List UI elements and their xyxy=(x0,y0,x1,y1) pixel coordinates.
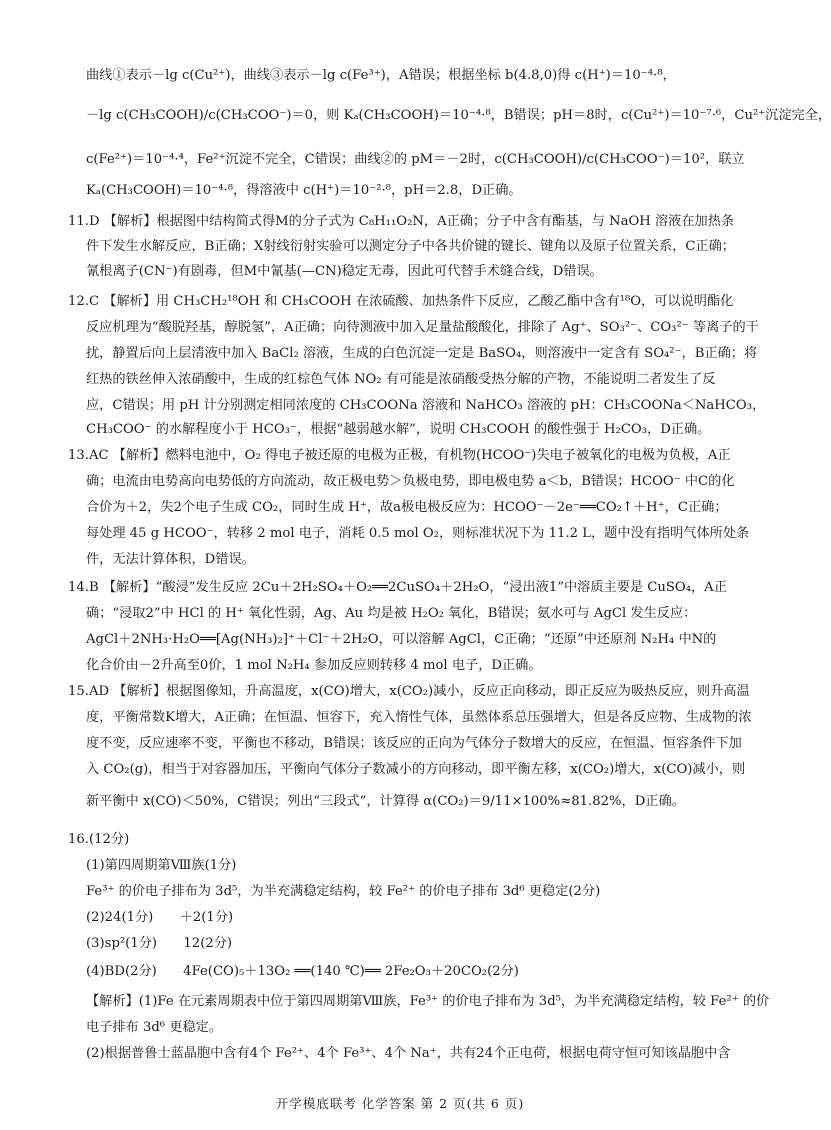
text-line: (2)24(1分) ＋2(1分) xyxy=(86,910,234,925)
text-line: Kₐ(CH₃COOH)＝10⁻⁴·⁸，得溶液中 c(H⁺)＝10⁻²·⁸，pH＝2.8，D正确。 xyxy=(86,183,522,198)
text-line: 确；“浸取2”中 HCl 的 H⁺ 氧化性弱，Ag、Au 均是被 H₂O₂ 氧化，B错误；氨水可与 AgCl 发生反应： xyxy=(86,606,697,621)
text-line: 13.AC 【解析】燃料电池中，O₂ 得电子被还原的电极为正极，有机物(HCOO⁻)失电子被氧化的电极为负极，A正 xyxy=(68,448,731,463)
text-line: 【解析】(1)Fe 在元素周期表中位于第四周期第Ⅷ族，Fe³⁺ 的价电子排布为 3d⁵，为半充满稳定结构，较 Fe²⁺ 的价 xyxy=(86,994,770,1009)
text-line: 合价为＋2，失2个电子生成 CO₂，同时生成 H⁺，故a极电极反应为：HCOO⁻－2e⁻══CO₂↑＋H⁺，C正确； xyxy=(86,500,728,515)
page-footer: 开学模底联考 化学答案 第 2 页(共 6 页) xyxy=(275,1096,525,1111)
text-line: 14.B 【解析】“酸浸”发生反应 2Cu＋2H₂SO₄＋O₂══2CuSO₄＋2H₂O，“浸出液1”中溶质主要是 CuSO₄，A正 xyxy=(68,580,727,595)
text-line: 12.C 【解析】用 CH₃CH₂¹⁸OH 和 CH₃COOH 在浓硫酸、加热条件下反应，乙酸乙酯中含有¹⁸O，可以说明酯化 xyxy=(68,294,734,309)
text-line: 确；电流由电势高向电势低的方向流动，故正极电势＞负极电势，即电极电势 a＜b，B错误；HCOO⁻ 中C的化 xyxy=(86,474,735,489)
text-line: 件下发生水解反应，B正确；X射线衍射实验可以测定分子中各共价键的键长、键角以及原子位置关系，C正确； xyxy=(86,239,735,254)
text-line: 11.D 【解析】根据图中结构简式得M的分子式为 C₈H₁₁O₂N，A正确；分子中含有酯基，与 NaOH 溶液在加热条 xyxy=(68,214,735,229)
text-line: (3)sp²(1分) 12(2分) xyxy=(86,936,233,951)
text-line: 件，无法计算体积，D错误。 xyxy=(86,552,255,567)
text-line: 度，平衡常数K增大，A正确；在恒温、恒容下，充入惰性气体，虽然体系总压强增大，但是各反应物、生成物的浓 xyxy=(86,710,752,725)
text-line: 应，C错误；用 pH 计分别测定相同浓度的 CH₃COONa 溶液和 NaHCO₃ 溶液的 pH：CH₃COONa＜NaHCO₃， xyxy=(86,398,766,413)
text-line: 反应机理为“酸脱羟基，醇脱氢”，A正确；向待测液中加入足量盐酸酸化，排除了 Ag⁺、SO₃²⁻、CO₃²⁻ 等离子的干 xyxy=(86,320,759,335)
text-line: 扰，静置后向上层清液中加入 BaCl₂ 溶液，生成的白色沉淀一定是 BaSO₄，则溶液中一定含有 SO₄²⁻，B正确；将 xyxy=(86,346,758,361)
text-line: 曲线①表示－lg c(Cu²⁺)，曲线③表示－lg c(Fe³⁺)，A错误；根据坐标 b(4.8,0)得 c(H⁺)＝10⁻⁴·⁸， xyxy=(86,68,676,83)
text-line: Fe³⁺ 的价电子排布为 3d⁵，为半充满稳定结构，较 Fe²⁺ 的价电子排布 3d⁶ 更稳定(2分) xyxy=(86,884,601,899)
text-line: (1)第四周期第Ⅷ族(1分) xyxy=(86,858,237,873)
text-line: 氰根离子(CN⁻)有剧毒，但M中氰基(—CN)稳定无毒，因此可代替手术缝合线，D错误。 xyxy=(86,264,603,279)
text-line: 度不变，反应速率不变，平衡也不移动，B错误；该反应的正向为气体分子数增大的反应，在恒温、恒容条件下加 xyxy=(86,736,742,751)
text-line: 15.AD 【解析】根据图像知，升高温度，x(CO)增大，x(CO₂)减小，反应正向移动，即正反应为吸热反应，则升高温 xyxy=(68,684,750,699)
text-line: 每处理 45 g HCOO⁻，转移 2 mol 电子，消耗 0.5 mol O₂，则标准状况下为 11.2 L，题中没有指明气体所处条 xyxy=(86,526,750,541)
text-line: 新平衡中 x(CO)＜50%，C错误；列出“三段式”，计算得 α(CO₂)＝9/11×100%≈81.82%，D正确。 xyxy=(86,794,685,809)
text-line: (2)根据普鲁士蓝晶胞中含有4个 Fe²⁺、4个 Fe³⁺、4个 Na⁺，共有24个正电荷，根据电荷守恒可知该晶胞中含 xyxy=(86,1046,731,1061)
text-line: CH₃COO⁻ 的水解程度小于 HCO₃⁻，根据“越弱越水解”，说明 CH₃COOH 的酸性强于 H₂CO₃，D正确。 xyxy=(86,422,711,437)
text-line: 16.(12分) xyxy=(68,832,130,847)
text-line: 化合价由－2升高至0价，1 mol N₂H₄ 参加反应则转移 4 mol 电子，D正确。 xyxy=(86,658,542,673)
text-line: (4)BD(2分) 4Fe(CO)₅＋13O₂ ══(140 ℃)══ 2Fe₂O₃＋20CO₂(2分) xyxy=(86,964,519,979)
text-line: AgCl＋2NH₃·H₂O══[Ag(NH₃)₂]⁺＋Cl⁻＋2H₂O，可以溶解 AgCl，C正确；“还原”中还原剂 N₂H₄ 中N的 xyxy=(86,632,717,647)
text-line: 电子排布 3d⁶ 更稳定。 xyxy=(86,1020,223,1035)
text-line: －lg c(CH₃COOH)/c(CH₃COO⁻)＝0，则 Kₐ(CH₃COOH)＝10⁻⁴·⁸，B错误；pH＝8时，c(Cu²⁺)＝10⁻⁷·⁶，Cu²⁺沉淀完全， xyxy=(86,108,831,123)
text-line: c(Fe²⁺)＝10⁻⁴·⁴，Fe²⁺沉淀不完全，C错误；曲线②的 pM＝－2时，c(CH₃COOH)/c(CH₃COO⁻)＝10²，联立 xyxy=(86,152,745,167)
text-line: 入 CO₂(g)，相当于对容器加压，平衡向气体分子数减小的方向移动，即平衡左移，x(CO₂)增大，x(CO)减小，则 xyxy=(86,762,746,777)
text-line: 红热的铁丝伸入浓硝酸中，生成的红棕色气体 NO₂ 有可能是浓硝酸受热分解的产物，不能说明二者发生了反 xyxy=(86,372,716,387)
